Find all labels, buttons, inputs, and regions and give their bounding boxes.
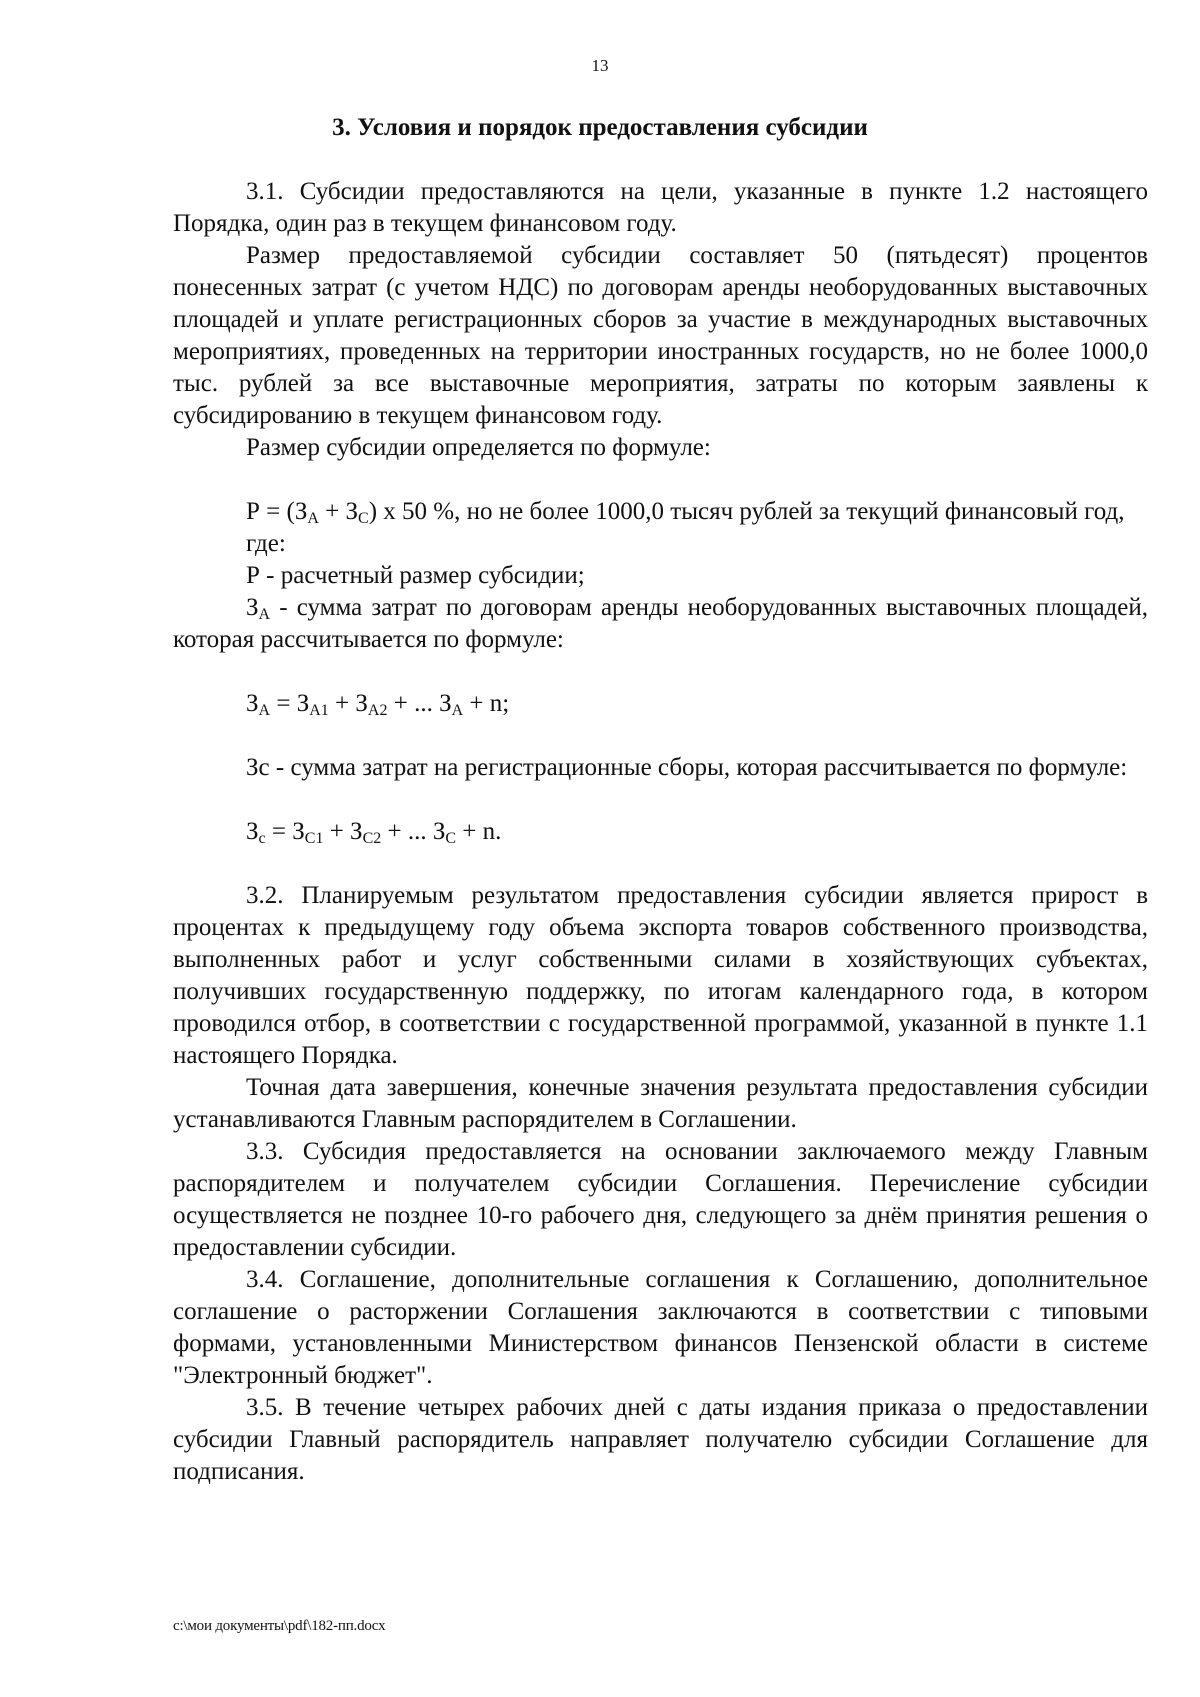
formula-zc-part: З: [246, 818, 259, 845]
paragraph-3-4: 3.4. Соглашение, дополнительные соглашения к Соглашению, дополнительное соглашение о расторжении Соглашения заключаются в соответствии с типовыми формами, установленными Министерством финансов Пензенской области в системе "Электронный бюджет".: [173, 1266, 1148, 1389]
formula-zc-part: = З: [265, 818, 305, 845]
formula-main: [173, 496, 1148, 528]
paragraph-formula-intro: Размер субсидии определяется по формуле:: [246, 434, 711, 461]
formula-main-subscript: С: [358, 510, 369, 527]
paragraph-where: где:: [246, 530, 286, 557]
definition-p: Р - расчетный размер субсидии;: [246, 562, 585, 589]
section-title: 3. Условия и порядок предоставления субсидии: [332, 114, 868, 141]
paragraph-3-2-completion: Точная дата завершения, конечные значения результата предоставления субсидии устанавливаются Главным распорядителем в Соглашении.: [173, 1074, 1148, 1133]
page-number: 13: [591, 56, 609, 75]
formula-zc-subscript: С1: [304, 830, 324, 847]
formula-za-part: = З: [270, 690, 310, 717]
formula-za-part: + n;: [463, 690, 510, 717]
formula-zc-subscript: с: [258, 830, 266, 847]
formula-main-part: + З: [318, 498, 359, 525]
formula-zc-part: + ... З: [381, 818, 446, 845]
document-body: [173, 176, 1148, 1488]
formula-zc-subscript: С2: [362, 830, 382, 847]
formula-main-subscript: А: [307, 510, 319, 527]
paragraph-3-5: 3.5. В течение четырех рабочих дней с даты издания приказа о предоставлении субсидии Главный распорядитель направляет получателю субсидии Соглашение для подписания.: [173, 1394, 1148, 1485]
paragraph-subsidy-size: Размер предоставляемой субсидии составляет 50 (пятьдесят) процентов понесенных затрат (с учетом НДС) по договорам аренды необорудованных выставочных площадей и уплате регистрационных сборов за участие в международных выставочных мероприятиях, проведенных на территории иностранных государств, но не более 1000,0 тыс. рублей за все выставочные мероприятия, затраты по которым заявлены к субсидированию в текущем финансовом году.: [173, 242, 1148, 429]
formula-main-part: Р = (З: [246, 498, 308, 525]
formula-zc-part: + n.: [456, 818, 502, 845]
formula-za-subscript: А: [258, 702, 271, 719]
definition-za-symbol: З: [246, 594, 259, 621]
formula-za: [173, 688, 1148, 720]
formula-za-subscript: А1: [309, 702, 329, 719]
formula-za-subscript: А2: [367, 702, 388, 719]
paragraph-3-2: 3.2. Планируемым результатом предоставления субсидии является прирост в процентах к предыдущему году объема экспорта товаров собственного производства, выполненных работ и услуг собственными силами в хозяйствующих субъектах, получивших государственную поддержку, по итогам календарного года, в котором проводился отбор, в соответствии с государственной программой, указанной в пункте 1.1 настоящего Порядка.: [173, 882, 1148, 1069]
paragraph-3-1: 3.1. Субсидии предоставляются на цели, указанные в пункте 1.2 настоящего Порядка, один раз в текущем финансовом году.: [173, 178, 1148, 237]
definition-za: [173, 592, 1148, 656]
definition-za-text: - сумма затрат по договорам аренды необорудованных выставочных площадей, которая рассчитывается по формуле:: [173, 594, 1148, 653]
definition-za-subscript: А: [258, 606, 271, 623]
formula-za-part: + З: [328, 690, 368, 717]
formula-zc-subscript: С: [445, 830, 457, 847]
footer-file-path: c:\мои документы\pdf\182-пп.docx: [173, 1618, 386, 1634]
definition-zc: Зс - сумма затрат на регистрационные сборы, которая рассчитывается по формуле:: [246, 754, 1128, 781]
paragraph-3-3: 3.3. Субсидия предоставляется на основании заключаемого между Главным распорядителем и получателем субсидии Соглашения. Перечисление субсидии осуществляется не позднее 10-го рабочего дня, следующего за днём принятия решения о предоставлении субсидии.: [173, 1138, 1148, 1261]
formula-za-part: + ... З: [387, 690, 452, 717]
formula-za-part: З: [246, 690, 259, 717]
formula-zc: [173, 816, 1148, 848]
formula-za-subscript: А: [451, 702, 464, 719]
formula-zc-part: + З: [323, 818, 363, 845]
formula-main-part: ) х 50 %, но не более 1000,0 тысяч рублей за текущий финансовый год,: [368, 498, 1125, 525]
